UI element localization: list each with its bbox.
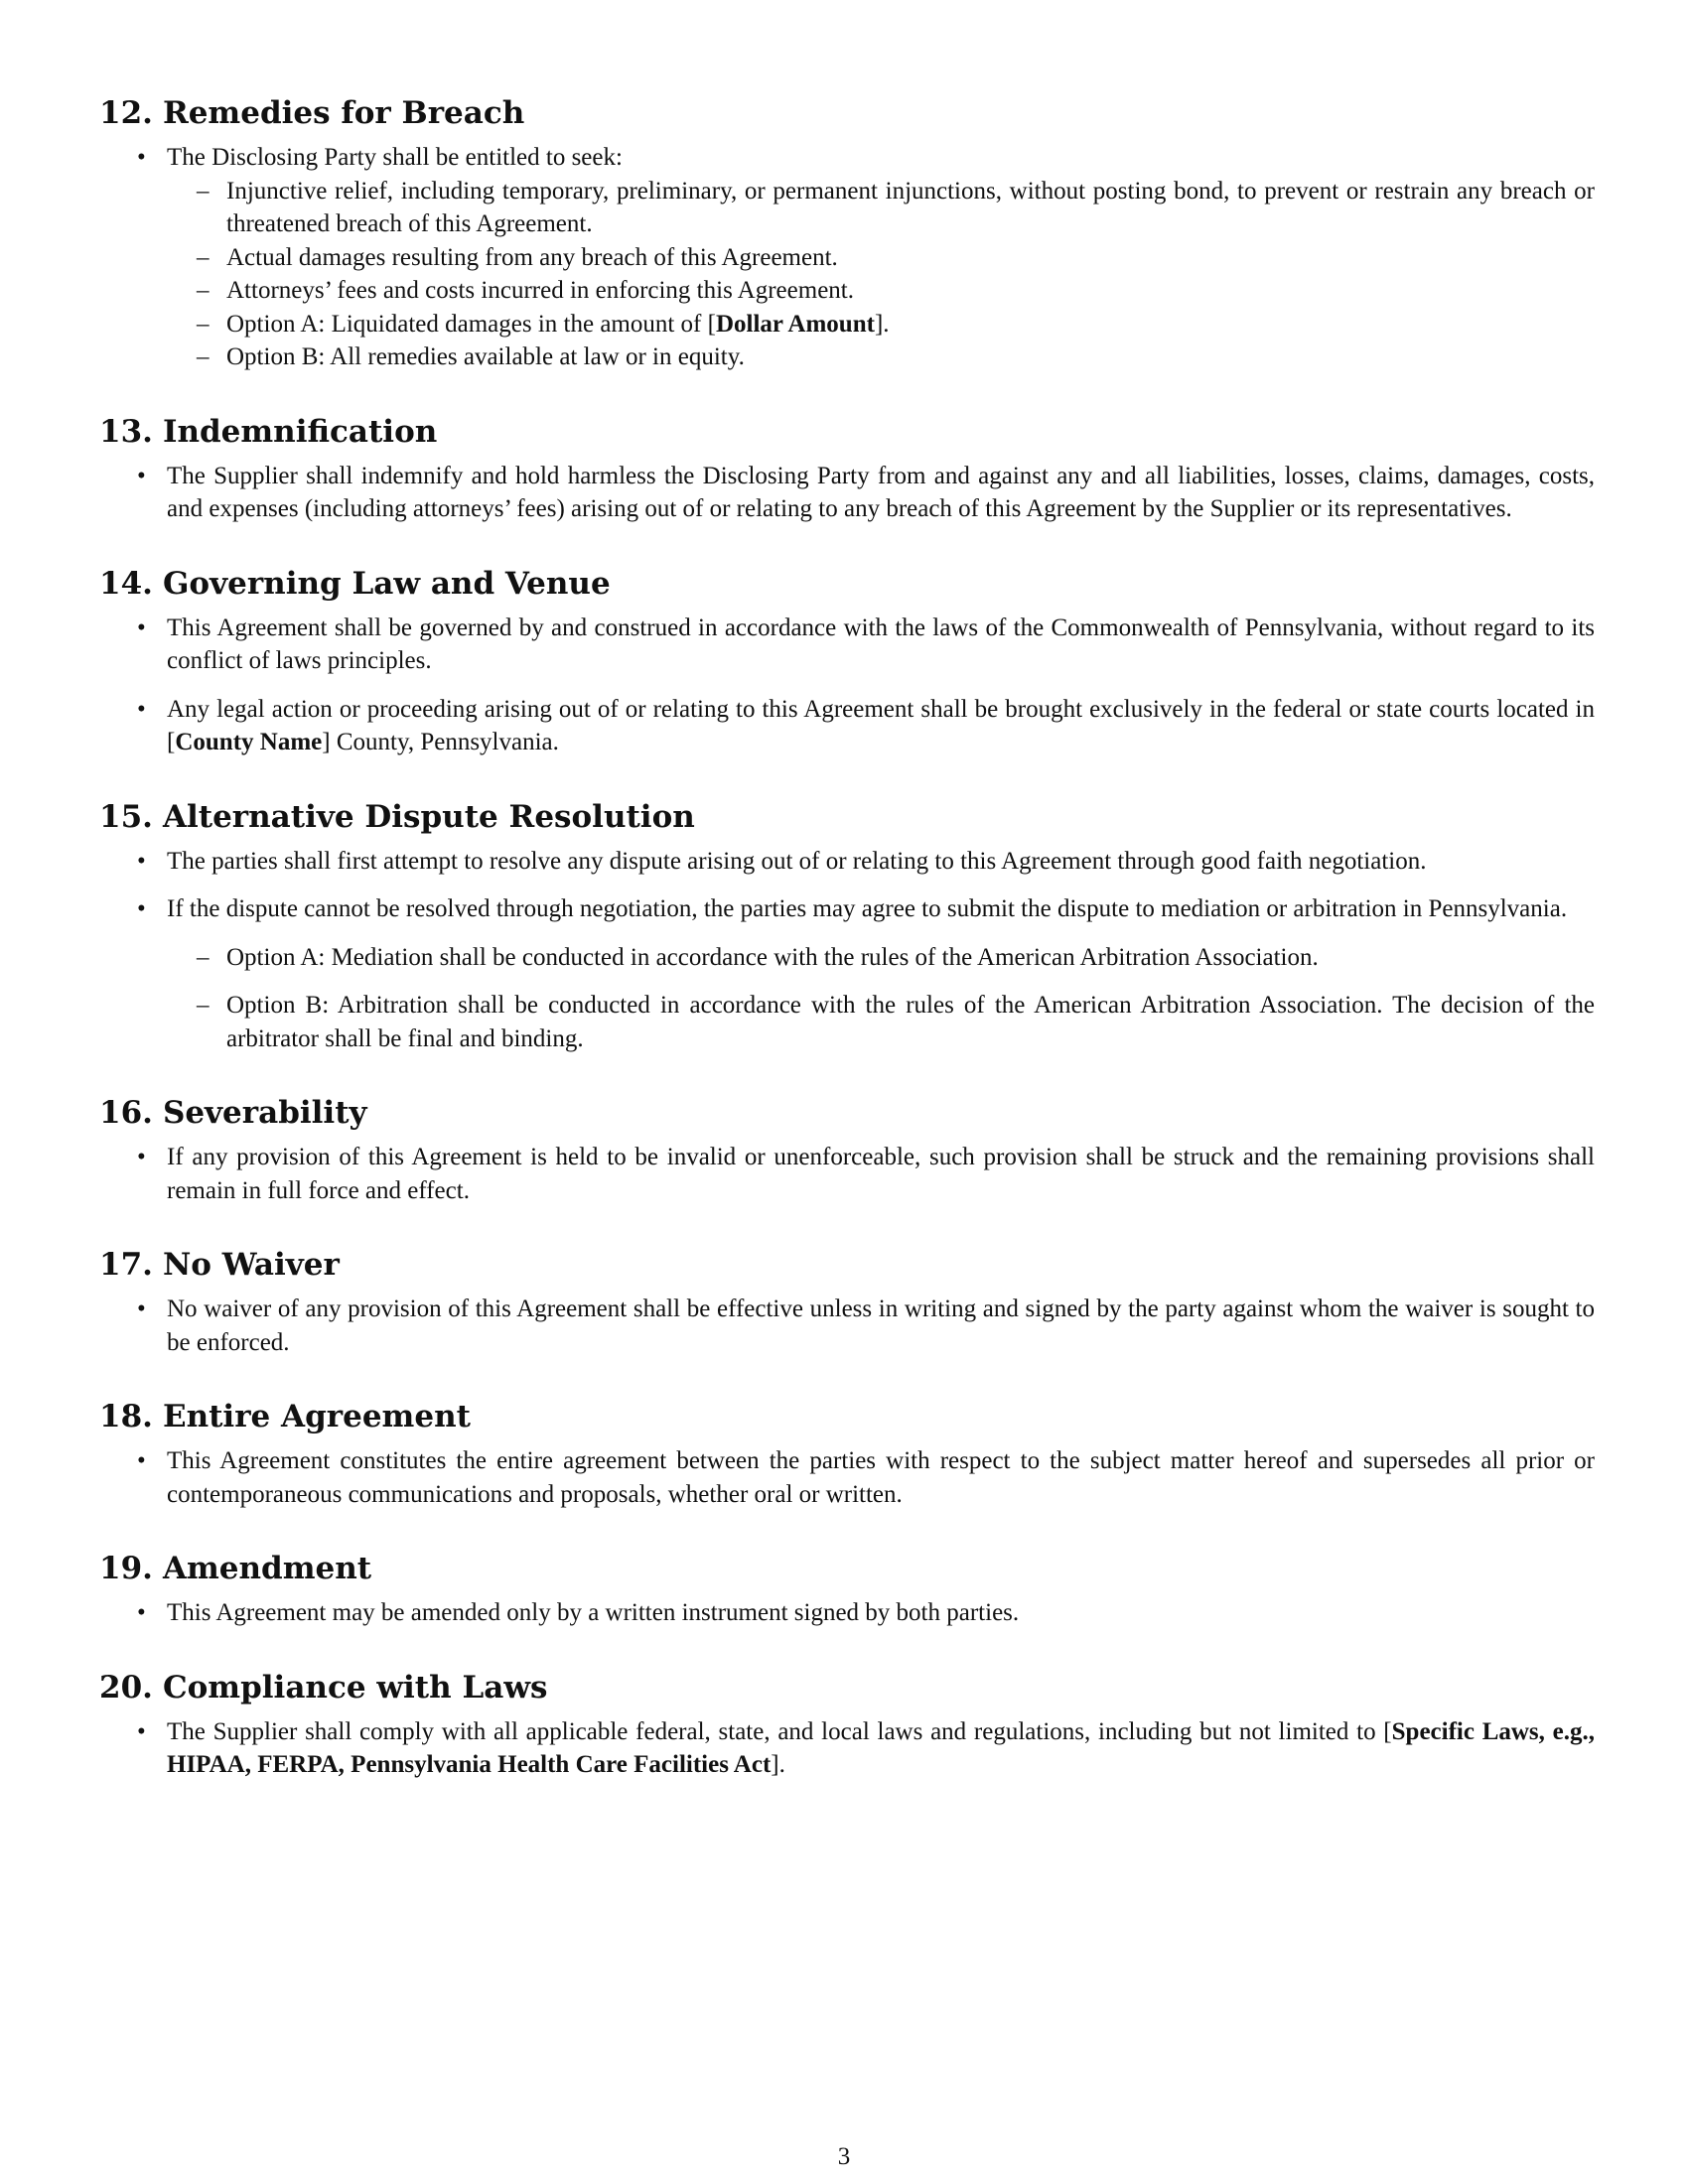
list-item-text: If any provision of this Agreement is held to be invalid or unenforceable, such provision shall be struck and the remaining provisions shall remain in full force and effect. — [167, 1144, 1595, 1204]
section-title: Amendment — [162, 1551, 372, 1586]
section-heading — [99, 1666, 1595, 1709]
bullet-list — [99, 460, 1595, 526]
bullet-list — [99, 141, 1595, 374]
list-item — [99, 1141, 1595, 1207]
bullet-mark: • — [137, 1144, 146, 1170]
list-item-text: No waiver of any provision of this Agreement shall be effective unless in writing and signed by the party against whom the waiver is sought to be enforced. — [167, 1296, 1595, 1356]
sub-item-text: Option B: Arbitration shall be conducted in accordance with the rules of the American Arbitration Association. The decision of the arbitrator shall be final and binding. — [226, 992, 1595, 1052]
section-number: 14. — [99, 565, 153, 602]
bullet-mark: • — [137, 144, 146, 171]
section-12 — [99, 91, 1595, 374]
section-number: 13. — [99, 413, 153, 450]
section-15 — [99, 795, 1595, 1056]
bullet-list — [99, 612, 1595, 759]
sub-list-item-option-b — [167, 341, 1595, 374]
option-a-suffix: ]. — [874, 310, 890, 338]
list-item — [99, 1444, 1595, 1511]
section-heading — [99, 410, 1595, 454]
bullet-list — [99, 1444, 1595, 1511]
bullet-mark: • — [137, 1599, 146, 1626]
sub-list-item — [167, 175, 1595, 241]
bullet-list — [99, 845, 1595, 1056]
list-item-text: This Agreement constitutes the entire agreement between the parties with respect to the subject matter hereof and supersedes all prior or contemporaneous communications and proposals, whether oral or written. — [167, 1447, 1595, 1508]
bullet-list — [99, 1715, 1595, 1782]
sub-item-text: Actual damages resulting from any breach of this Agreement. — [226, 243, 838, 271]
option-a-prefix: Option A: Liquidated damages in the amount of [ — [226, 310, 716, 338]
section-number: 20. — [99, 1669, 153, 1706]
list-item — [99, 460, 1595, 526]
sub-item-text: Option B: All remedies available at law or in equity. — [226, 343, 745, 370]
section-heading — [99, 1547, 1595, 1590]
dash-mark: – — [197, 343, 210, 370]
section-17 — [99, 1243, 1595, 1359]
sub-list — [167, 175, 1595, 374]
sub-list-item — [167, 941, 1595, 975]
bullet-list — [99, 1293, 1595, 1359]
bullet-mark: • — [137, 895, 146, 922]
sub-list-item — [167, 241, 1595, 275]
list-item — [99, 1715, 1595, 1782]
section-title: Indemnification — [162, 413, 438, 450]
section-14 — [99, 562, 1595, 759]
section-title: Severability — [162, 1095, 367, 1131]
sub-list-item — [167, 989, 1595, 1055]
venue-prefix: Any legal action or proceeding arising out of or relating to this Agreement shall be brought exclusively in the federal or state courts located in [ — [167, 695, 1595, 755]
section-title: Entire Agreement — [162, 1399, 471, 1434]
list-item-text: If the dispute cannot be resolved through negotiation, the parties may agree to submit the dispute to mediation or arbitration in Pennsylvania. — [167, 895, 1568, 922]
section-13 — [99, 410, 1595, 526]
section-heading — [99, 562, 1595, 606]
county-name-placeholder: County Name — [175, 729, 323, 755]
laws-suffix: ]. — [771, 1751, 785, 1778]
section-20 — [99, 1666, 1595, 1782]
section-number: 17. — [99, 1247, 153, 1283]
list-item-text: The Disclosing Party shall be entitled to seek: — [167, 144, 623, 171]
dash-mark: – — [197, 943, 210, 971]
section-heading — [99, 1395, 1595, 1438]
dash-mark: – — [197, 177, 210, 205]
laws-prefix: The Supplier shall comply with all applicable federal, state, and local laws and regulations, including but not limited to [ — [167, 1717, 1392, 1745]
dash-mark: – — [197, 310, 210, 338]
list-item — [99, 1596, 1595, 1630]
section-number: 19. — [99, 1551, 153, 1586]
sub-item-text: Attorneys’ fees and costs incurred in enforcing this Agreement. — [226, 277, 854, 304]
list-item — [99, 612, 1595, 678]
venue-suffix: ] County, Pennsylvania. — [322, 729, 559, 755]
list-item — [99, 1293, 1595, 1359]
sub-item-text: Injunctive relief, including temporary, preliminary, or permanent injunctions, without posting bond, to prevent or restrain any breach or threatened breach of this Agreement. — [226, 177, 1595, 237]
sub-list-item — [167, 274, 1595, 308]
section-title: Remedies for Breach — [162, 95, 525, 131]
list-item-text: This Agreement shall be governed by and construed in accordance with the laws of the Commonwealth of Pennsylvania, without regard to its conflict of laws principles. — [167, 614, 1595, 674]
section-16 — [99, 1091, 1595, 1207]
section-18 — [99, 1395, 1595, 1511]
section-number: 12. — [99, 95, 153, 131]
list-item-text: The parties shall first attempt to resolve any dispute arising out of or relating to this Agreement through good faith negotiation. — [167, 847, 1427, 875]
bullet-mark: • — [137, 1447, 146, 1474]
sub-item-text: Option A: Mediation shall be conducted in accordance with the rules of the American Arbitration Association. — [226, 943, 1319, 971]
bullet-mark: • — [137, 1717, 146, 1745]
section-heading — [99, 1243, 1595, 1287]
section-title: Compliance with Laws — [162, 1669, 548, 1706]
dollar-amount-placeholder: Dollar Amount — [715, 310, 875, 338]
document-page — [99, 91, 1595, 1782]
section-heading — [99, 91, 1595, 135]
dash-mark: – — [197, 243, 210, 271]
bullet-mark: • — [137, 462, 146, 489]
list-item-text: This Agreement may be amended only by a written instrument signed by both parties. — [167, 1599, 1020, 1626]
sub-list — [167, 941, 1595, 1056]
bullet-mark: • — [137, 695, 146, 723]
section-heading — [99, 795, 1595, 839]
list-item — [99, 845, 1595, 879]
list-item — [99, 693, 1595, 759]
section-number: 15. — [99, 798, 153, 835]
section-title: No Waiver — [162, 1247, 340, 1283]
list-item — [99, 892, 1595, 1055]
section-19 — [99, 1547, 1595, 1630]
list-item-text: The Supplier shall indemnify and hold harmless the Disclosing Party from and against any and all liabilities, losses, claims, damages, costs, and expenses (including attorneys’ fees) arising out of or relating to any breach of this Agreement by the Supplier or its representatives. — [167, 462, 1595, 522]
section-title: Governing Law and Venue — [162, 565, 611, 602]
list-item — [99, 141, 1595, 374]
sub-list-item-option-a — [167, 308, 1595, 341]
dash-mark: – — [197, 277, 210, 304]
bullet-mark: • — [137, 847, 146, 875]
specific-laws-placeholder: Specific Laws, e.g., HIPAA, FERPA, Pennsylvania Health Care Facilities Act — [167, 1717, 1595, 1778]
dash-mark: – — [197, 992, 210, 1019]
section-number: 18. — [99, 1399, 153, 1434]
bullet-list — [99, 1596, 1595, 1630]
bullet-mark: • — [137, 614, 146, 641]
section-title: Alternative Dispute Resolution — [162, 798, 695, 835]
bullet-list — [99, 1141, 1595, 1207]
page-number: 3 — [837, 2143, 851, 2170]
section-heading — [99, 1091, 1595, 1135]
section-number: 16. — [99, 1095, 153, 1131]
bullet-mark: • — [137, 1296, 146, 1322]
